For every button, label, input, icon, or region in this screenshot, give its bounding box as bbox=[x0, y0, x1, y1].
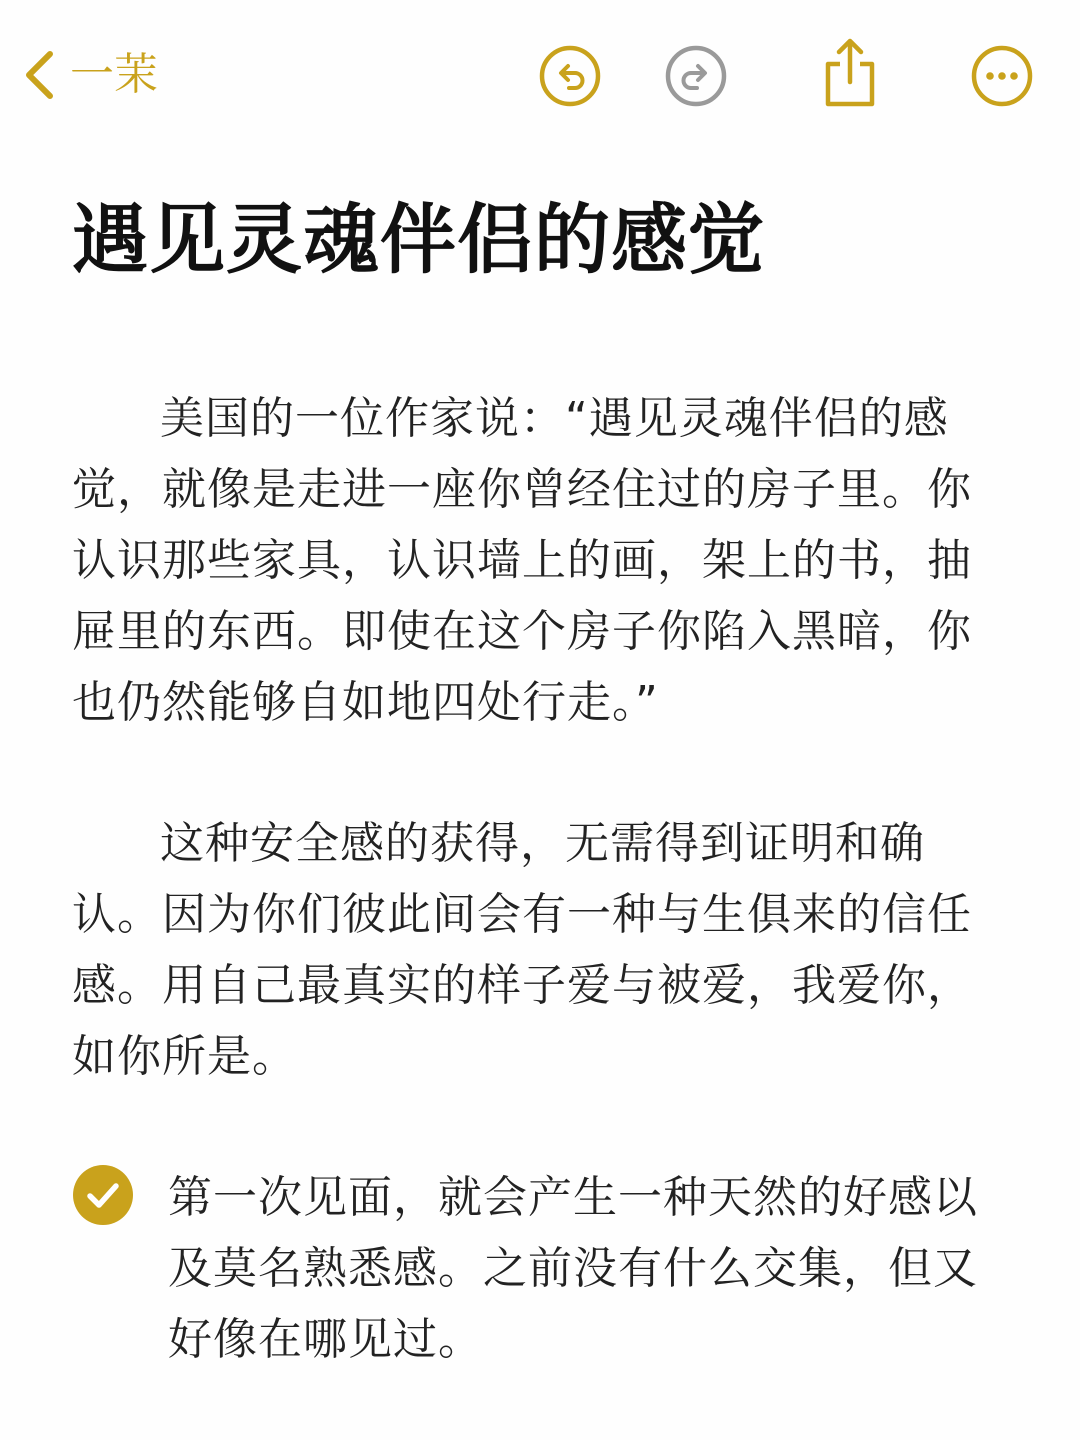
undo-icon bbox=[538, 44, 602, 108]
back-button[interactable] bbox=[22, 42, 158, 108]
chevron-left-icon bbox=[22, 50, 56, 100]
back-label: 一茉 bbox=[70, 49, 158, 100]
checklist-item bbox=[72, 1162, 992, 1375]
checkmark-icon bbox=[72, 1164, 134, 1226]
share-button[interactable] bbox=[818, 38, 882, 108]
navigation-bar bbox=[0, 0, 1080, 150]
checklist-item-text: 第一次见面，就会产生一种天然的好感以及莫名熟悉感。之前没有什么交集，但又好像在哪见过。 bbox=[168, 1172, 978, 1365]
note-paragraph: 这种安全感的获得，无需得到证明和确认。因为你们彼此间会有一种与生俱来的信任感。用自己最真实的样子爱与被爱，我爱你，如你所是。 bbox=[72, 818, 972, 1082]
share-icon bbox=[818, 38, 882, 108]
note-title: 遇见灵魂伴侣的感觉 bbox=[72, 195, 765, 284]
undo-button[interactable] bbox=[538, 44, 602, 108]
more-button[interactable] bbox=[970, 44, 1034, 108]
redo-icon bbox=[664, 44, 728, 108]
note-paragraph: 美国的一位作家说：“遇见灵魂伴侣的感觉，就像是走进一座你曾经住过的房子里。你认识那些家具，认识墙上的画，架上的书，抽屉里的东西。即使在这个房子你陷入黑暗，你也仍然能够自如地四处行走。” bbox=[72, 393, 972, 728]
redo-button[interactable] bbox=[664, 44, 728, 108]
checkbox-checked[interactable] bbox=[72, 1164, 134, 1226]
note-body[interactable] bbox=[72, 180, 992, 1375]
more-icon bbox=[970, 44, 1034, 108]
